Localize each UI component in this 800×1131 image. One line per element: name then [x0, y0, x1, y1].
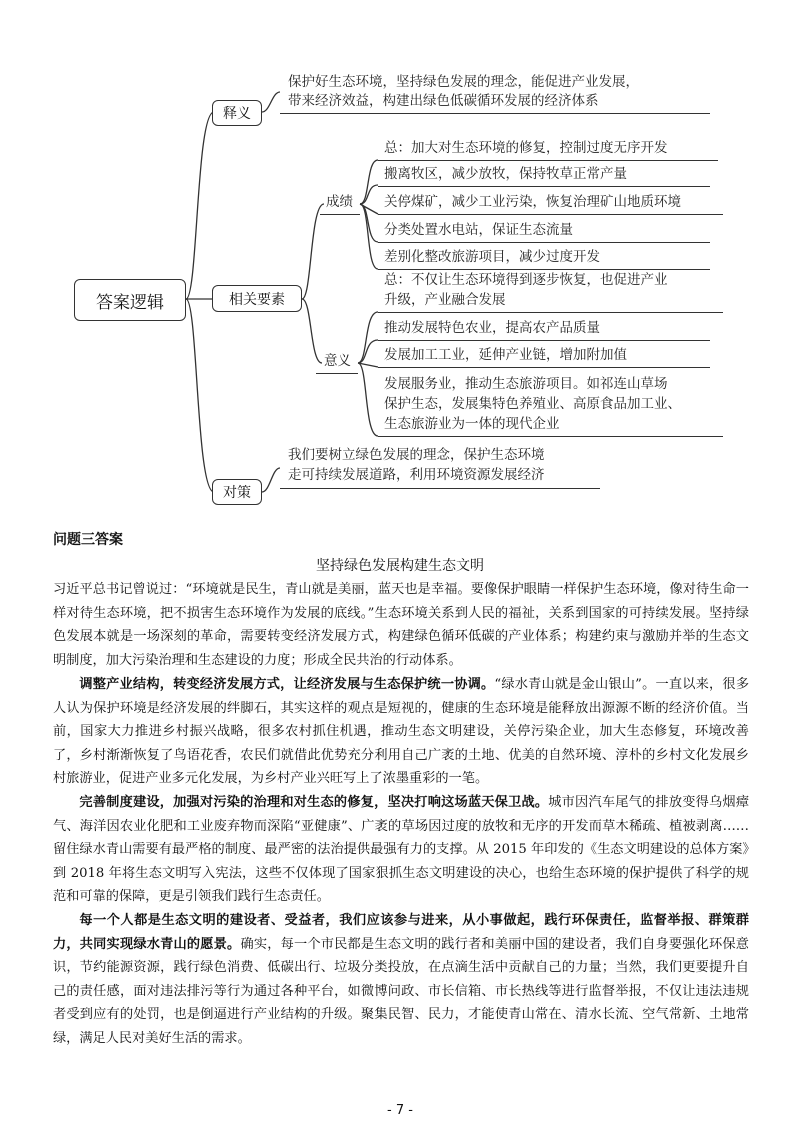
chengji-item-3: 分类处置水电站，保证生态流量	[384, 222, 573, 238]
answer-heading: 问题三答案	[53, 532, 123, 548]
paragraph-4-lead: 每一个人都是生态文明的建设者、受益者，我们应该参与进来，从小事做起，践行环保责任，监督举报、群策群力，共同实现绿水青山的愿景。	[53, 913, 749, 952]
mindmap-node-shiyi	[212, 100, 262, 126]
mindmap-node-shiyi-label: 释义	[223, 106, 251, 122]
paragraph-2	[53, 673, 749, 791]
duice-text-line-2: 走可持续发展道路，利用环境资源发展经济	[288, 467, 545, 483]
mindmap-node-duice	[212, 479, 262, 505]
yiyi-last-line-3: 生态旅游业为一体的现代企业	[384, 416, 560, 432]
yiyi-item-2: 发展加工工业，延伸产业链，增加附加值	[384, 347, 627, 363]
chengji-item-1-underline	[378, 186, 710, 187]
paragraph-2-lead: 调整产业结构，转变经济发展方式，让经济发展与生态保护统一协调。	[79, 677, 495, 692]
chengji-summary: 总：加大对生态环境的修复，控制过度无序开发	[384, 140, 668, 156]
mindmap-node-yiyi: 意义	[324, 353, 351, 369]
chengji-item-1: 搬离牧区，减少放牧，保持牧草正常产量	[384, 166, 627, 182]
mindmap-node-xiangguan	[212, 285, 302, 312]
paragraph-3-text: 城市因汽车尾气的排放变得乌烟瘴气、海洋因农业化肥和工业废弃物而深陷“亚健康”、广袤的草场因过度的放牧和无序的开发而草木稀疏、植被剥离……留住绿水青山需要有最严格的制度、最严密的法治提供最强有力的支撑。从 2015 年印发的《生态文明建设的总体方案》到 2018 年将生态文明写入宪法，这些不仅体现了国家狠抓生态文明建设的决心，也给生态环境的保护提供了科学的规范和可靠的保障，更是引领我们践行生态责任。	[53, 795, 750, 905]
mindmap-node-xiangguan-label: 相关要素	[229, 291, 285, 308]
chengji-item-3-underline	[378, 242, 710, 243]
mindmap-node-duice-label: 对策	[223, 485, 251, 501]
paragraph-2-text: “绿水青山就是金山银山”。一直以来，很多人认为保护环境是经济发展的绊脚石，其实这样的观点是短视的，健康的生态环境是能释放出源源不断的经济价值。当前，国家大力推进乡村振兴战略，很多农村抓住机遇，推动生态文明建设，关停污染企业，加大生态修复，环境改善了，乡村渐渐恢复了鸟语花香，农民们就借此优势充分利用自己广袤的土地、优美的自然环境、淳朴的乡村文化发展乡村旅游业，促进产业多元化发展，为乡村产业兴旺写上了浓墨重彩的一笔。	[53, 677, 750, 787]
mindmap-root-node	[74, 279, 186, 321]
yiyi-item-2-underline	[378, 367, 710, 368]
yiyi-last-line-2: 保护生态，发展集特色养殖业、高原食品加工业、	[384, 396, 681, 412]
chengji-underline	[320, 214, 360, 215]
mindmap-root-label: 答案逻辑	[96, 292, 164, 313]
paragraph-1	[53, 578, 749, 672]
chengji-item-4-underline	[378, 269, 710, 270]
answer-title: 坚持绿色发展构建生态文明	[316, 558, 484, 574]
chengji-item-4: 差别化整改旅游项目，减少过度开发	[384, 249, 600, 265]
duice-underline	[280, 488, 600, 489]
yiyi-item-1-underline	[378, 340, 710, 341]
yiyi-summary-line-2: 升级，产业融合发展	[384, 292, 506, 308]
shiyi-underline	[280, 113, 710, 114]
yiyi-underline	[316, 373, 358, 374]
shiyi-text-line-2: 带来经济效益，构建出绿色低碳循环发展的经济体系	[288, 93, 599, 109]
paragraph-4-text: 确实，每一个市民都是生态文明的践行者和美丽中国的建设者，我们自身要强化环保意识，节约能源资源，践行绿色消费、低碳出行、垃圾分类投放，在点滴生活中贡献自己的力量；当然，我们更要提升自己的责任感，面对违法排污等行为通过各种平台，如微博问政、市长信箱、市长热线等进行监督举报，不仅让违法违规者受到应有的处罚，也是倒逼进行产业结构的升级。聚集民智、民力，才能使青山常在、清水长流、空气常新、土地常绿，满足人民对美好生活的需求。	[53, 936, 749, 1046]
paragraph-3-lead: 完善制度建设，加强对污染的治理和对生态的修复，坚决打响这场蓝天保卫战。	[79, 795, 549, 810]
chengji-summary-underline	[378, 160, 718, 161]
mind-map	[0, 0, 800, 520]
page-number: - 7 -	[387, 1103, 413, 1118]
yiyi-summary-line-1: 总：不仅让生态环境得到逐步恢复，也促进产业	[384, 272, 668, 288]
paragraph-4	[53, 909, 749, 1051]
duice-text-line-1: 我们要树立绿色发展的理念，保护生态环境	[288, 447, 545, 463]
chengji-item-2-underline	[378, 214, 723, 215]
yiyi-last-underline	[378, 436, 723, 437]
paragraph-3	[53, 791, 749, 909]
yiyi-summary-underline	[378, 312, 723, 313]
chengji-item-2: 关停煤矿，减少工业污染，恢复治理矿山地质环境	[384, 194, 681, 210]
shiyi-text-line-1: 保护好生态环境，坚持绿色发展的理念，能促进产业发展，	[288, 74, 639, 90]
yiyi-last-line-1: 发展服务业，推动生态旅游项目。如祁连山草场	[384, 376, 668, 392]
paragraph-1-text: 习近平总书记曾说过：“环境就是民生，青山就是美丽，蓝天也是幸福。要像保护眼睛一样保护生态环境，像对待生命一样对待生态环境，把不损害生态环境作为发展的底线。”生态环境关系到人民的福祉，关系到国家的可持续发展。坚持绿色发展本就是一场深刻的革命，需要转变经济发展方式，构建绿色循环低碳的产业体系；构建约束与激励并举的生态文明制度，加大污染治理和生态建设的力度；形成全民共治的行动体系。	[53, 582, 749, 668]
yiyi-item-1: 推动发展特色农业，提高农产品质量	[384, 320, 600, 336]
mindmap-node-chengji: 成绩	[326, 194, 353, 210]
